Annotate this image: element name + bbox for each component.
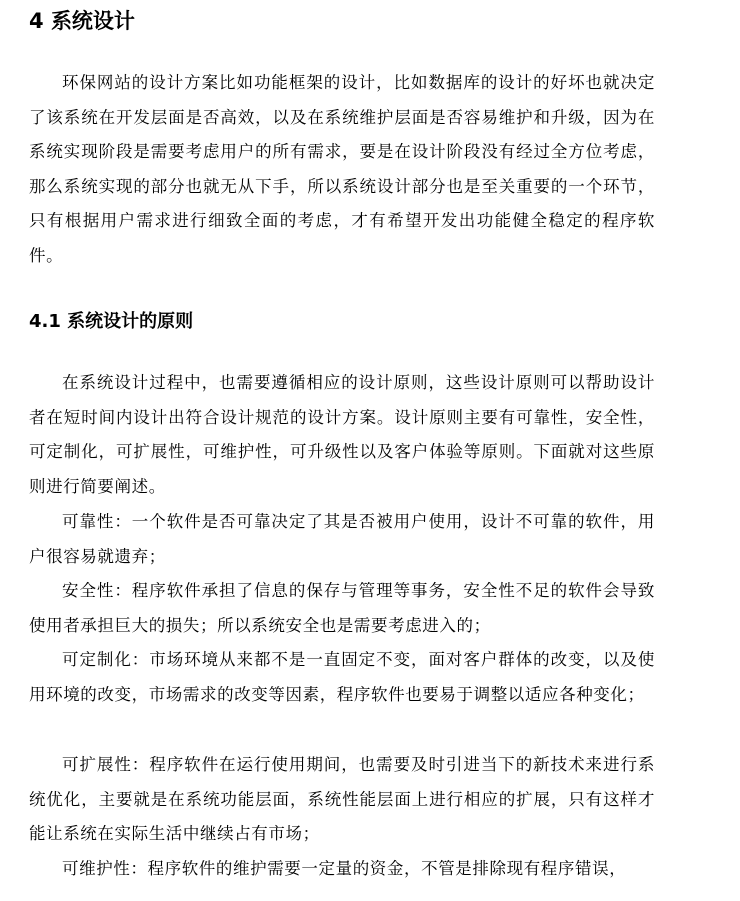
principle-extensibility-paragraph: 可扩展性：程序软件在运行使用期间，也需要及时引进当下的新技术来进行系统优化，主要就是在系统功能层面，系统性能层面上进行相应的扩展，只有这样才能让系统在实际生活中继续占有市场； xyxy=(29,755,655,844)
principles-intro-paragraph: 在系统设计过程中，也需要遵循相应的设计原则，这些设计原则可以帮助设计者在短时间内设计出符合设计规范的设计方案。设计原则主要有可靠性，安全性，可定制化，可扩展性，可维护性，可升级性以及客户体验等原则。下面就对这些原则进行简要阐述。 xyxy=(29,373,655,496)
principle-maintainability-paragraph: 可维护性：程序软件的维护需要一定量的资金，不管是排除现有程序错误， xyxy=(62,859,627,878)
section-heading xyxy=(29,6,135,36)
subsection-title: 系统设计的原则 xyxy=(67,311,194,332)
section-number: 4 xyxy=(29,9,44,33)
subsection-number: 4.1 xyxy=(29,311,61,332)
section-intro-paragraph: 环保网站的设计方案比如功能框架的设计，比如数据库的设计的好坏也就决定了该系统在开发层面是否高效，以及在系统维护层面是否容易维护和升级，因为在系统实现阶段是需要考虑用户的所有需求，要是在设计阶段没有经过全方位考虑，那么系统实现的部分也就无从下手，所以系统设计部分也是至关重要的一个环节，只有根据用户需求进行细致全面的考虑，才有希望开发出功能健全稳定的程序软件。 xyxy=(29,73,655,265)
principle-customizability-paragraph: 可定制化：市场环境从来都不是一直固定不变，面对客户群体的改变，以及使用环境的改变，市场需求的改变等因素，程序软件也要易于调整以适应各种变化； xyxy=(29,650,655,704)
principle-reliability-paragraph: 可靠性：一个软件是否可靠决定了其是否被用户使用，设计不可靠的软件，用户很容易就遗弃； xyxy=(29,512,655,566)
principle-security-paragraph: 安全性：程序软件承担了信息的保存与管理等事务，安全性不足的软件会导致使用者承担巨大的损失；所以系统安全也是需要考虑进入的； xyxy=(29,581,655,635)
section-title: 系统设计 xyxy=(50,9,135,33)
subsection-heading xyxy=(29,308,193,336)
